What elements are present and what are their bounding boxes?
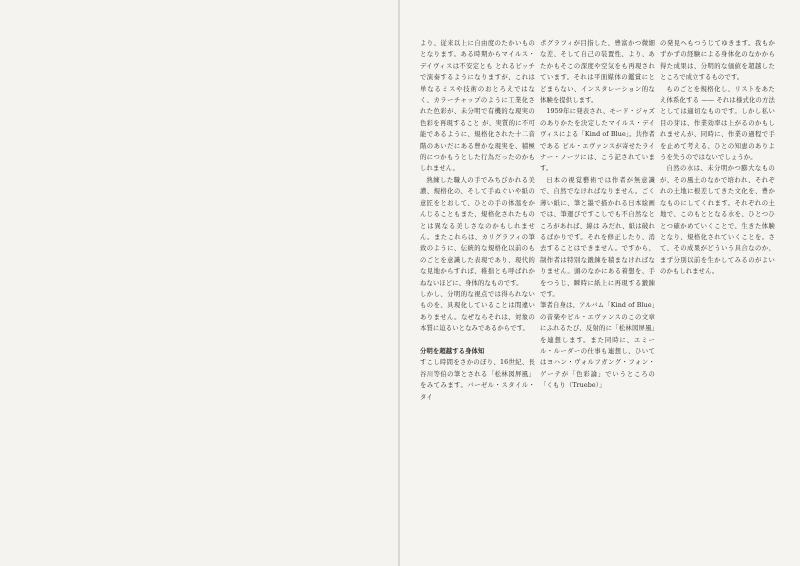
section-heading: 分明を超越する身体知	[420, 347, 485, 355]
text-column-2	[540, 38, 655, 392]
paragraph: すこし時間をさかのぼり、16世紀、長谷川等伯の筆とされる「松林図屏風」をみてみます。バーゼル・スタイル・タイ	[420, 359, 535, 401]
paragraph: より、従来以上に自由度のたかいものとなります。ある時期からマイルス・デイヴィスは不安定とも とれるピッチで演奏するようになりますが、これは単なるミスや技術のおとろえではなく、カラーチャップのように工業化された色彩が、未分明で有機的な現実の色彩を再現すること が、実質的に不可能であるように、規格化された十二音階のあいだにある豊かな現実を、積極的につかもうとした行為だったのかもしれません。	[420, 40, 535, 173]
paragraph: 筆者自身は、アルバム「Kind of Blue」の音楽やビル・エヴァンスのこの文章にふれるたび、反射的に「松林図屏風」を連想します。また同時に、エミール・ルーダーの仕事も連想し、ひいてはヨハン・ヴォルフガング・フォン・ゲーテが「色彩論」でいうところの「くもり（Truebe）」	[540, 302, 655, 390]
paragraph: ポグラフィが目指した、豊富かつ微細な差、そして自己の装置性、より、あたかもそこの深度や空気をも再現されています。それは平面媒体の鑑賞にとどまらない、インスタレーション的な体験を提供します。	[540, 40, 655, 105]
block-quote: 日本の視覚藝術では作者が無意識で、自然でなければなりません。ごく薄い紙に、筆と墨で描かれる日本絵画では、筆運びですこしでも不自然なところがあれば、線は みだれ、紙は破れるばかりです。それを修正したり、消去することはできません。ですから、制作者は特別な鍛錬を積まなければなりません。頭のなかにある着想を、手をつうじ、瞬時に紙上に再現する鍛錬です。	[540, 176, 655, 298]
paragraph: 1959年に発表され、モード・ジャズのありかたを決定したマイルス・デイヴィスによる「Kind of Blue」。共作者である ビル・エヴァンスが寄せたライナー・ノーツには、こう記されています。	[540, 108, 655, 173]
paragraph: の発見へもつうじてゆきます。我もかずかずの経験による身体化のなかから得た成果は、分明的な価値を超越したところで成立するものです。	[660, 40, 775, 82]
paragraph: しかし、分明的な視点では得られないものを、具現化していることは間違いありません。なぜならそれは、対象の本質に迫るいとなみであるからです。	[420, 290, 535, 333]
paragraph: 熟練した職人の手でみちびかれる美 濃、規格化の、そして手ぬぐいや紙の意匠をとおして、ひとの手の体温をかんじることもまた、規格化されたものとは異なる美しさなのかもしれません。またこれらは、カリグラフィの筆致のように、伝統的な規格化以前のものごとを意識した表現であり、現代的な見地からすれば、稚拙とも呼ばれかねないほどに、身体的なものです。	[420, 176, 535, 287]
text-column-3	[660, 38, 775, 278]
blank-left-page	[0, 0, 399, 566]
right-page	[400, 0, 800, 566]
text-column-1	[420, 38, 535, 403]
paragraph: ものごとを規格化し、リストをあたえ体系化する —— それは様式化の方法としては適切なものです。しかし私い目の芽は、作業効率は上がるのかもしれませんが、同時に、作業の過程で手を止めて考える、ひとの知恵のありようを失うのではないでしょうか。	[660, 85, 775, 162]
paragraph: 自然の水は、未分明かつ膨大なものが、その風土のなかで培われ、それぞれの土地に根差してきた文化を、豊かなものにしてくれます。それぞれの土地で、このもととなる水を、ひとつひとつ確かめていくことで、生きた体験となり、規格化されていくことを。さて、その成果がどういう具合なのか、まず分別以前を生かしてみるのがよいのかもしれません。	[660, 165, 775, 276]
